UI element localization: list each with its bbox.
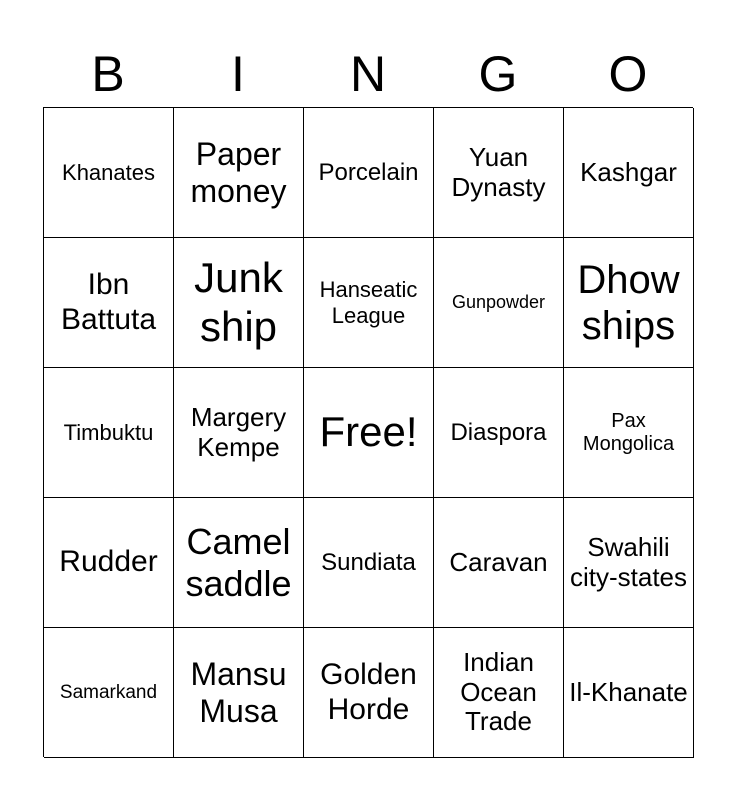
cell-label: Rudder [59, 545, 158, 579]
cell-label: Junk ship [194, 254, 283, 350]
bingo-cell[interactable] [564, 108, 694, 238]
cell-label: Dhow ships [577, 257, 680, 348]
cell-label: Diaspora [450, 418, 547, 446]
bingo-cell[interactable] [564, 368, 694, 498]
bingo-cell[interactable] [174, 628, 304, 758]
cell-label: Porcelain [318, 158, 419, 186]
cell-label: Khanates [62, 159, 155, 185]
cell-label: Ibn Battuta [60, 268, 157, 336]
bingo-cell[interactable] [44, 498, 174, 628]
bingo-cell[interactable] [304, 498, 434, 628]
cell-label: Timbuktu [63, 419, 154, 445]
bingo-cell[interactable] [174, 498, 304, 628]
free-space[interactable] [304, 368, 434, 498]
cell-label: Mansu Musa [190, 655, 287, 729]
bingo-cell[interactable] [564, 498, 694, 628]
cell-label: Indian Ocean Trade [460, 646, 537, 737]
header-letter-b: B [91, 46, 125, 102]
bingo-cell[interactable] [174, 238, 304, 368]
cell-label: Free! [319, 408, 418, 456]
cell-label: Pax Mongolica [582, 409, 675, 455]
bingo-cell[interactable] [44, 238, 174, 368]
bingo-cell[interactable] [434, 628, 564, 758]
bingo-cell[interactable] [564, 238, 694, 368]
cell-label: Paper money [190, 135, 287, 209]
bingo-cell[interactable] [44, 628, 174, 758]
cell-label: Margery Kempe [190, 401, 287, 462]
header-letter-i: I [231, 46, 245, 102]
bingo-cell[interactable] [434, 108, 564, 238]
bingo-cell[interactable] [174, 108, 304, 238]
cell-label: Sundiata [321, 548, 416, 576]
bingo-cell[interactable] [44, 368, 174, 498]
cell-label: Golden Horde [320, 658, 417, 726]
cell-label: Caravan [449, 546, 548, 577]
cell-label: Samarkand [59, 681, 158, 703]
cell-label: Yuan Dynasty [451, 141, 546, 202]
bingo-cell[interactable] [434, 368, 564, 498]
bingo-cell[interactable] [174, 368, 304, 498]
bingo-cell[interactable] [434, 498, 564, 628]
bingo-header [43, 40, 693, 108]
bingo-grid [43, 107, 693, 757]
bingo-cell[interactable] [44, 108, 174, 238]
cell-label: Gunpowder [451, 292, 546, 313]
cell-label: Swahili city-states [569, 531, 688, 592]
header-letter-n: N [349, 46, 387, 102]
bingo-cell[interactable] [564, 628, 694, 758]
header-letter-o: O [608, 46, 648, 102]
header-letter-g: G [478, 46, 518, 102]
bingo-cell[interactable] [304, 238, 434, 368]
bingo-cell[interactable] [304, 108, 434, 238]
bingo-cell[interactable] [434, 238, 564, 368]
cell-label: Hanseatic League [319, 277, 418, 328]
cell-label: Il-Khanate [569, 676, 688, 707]
cell-label: Kashgar [580, 156, 677, 187]
cell-label: Camel saddle [185, 521, 292, 604]
bingo-cell[interactable] [304, 628, 434, 758]
